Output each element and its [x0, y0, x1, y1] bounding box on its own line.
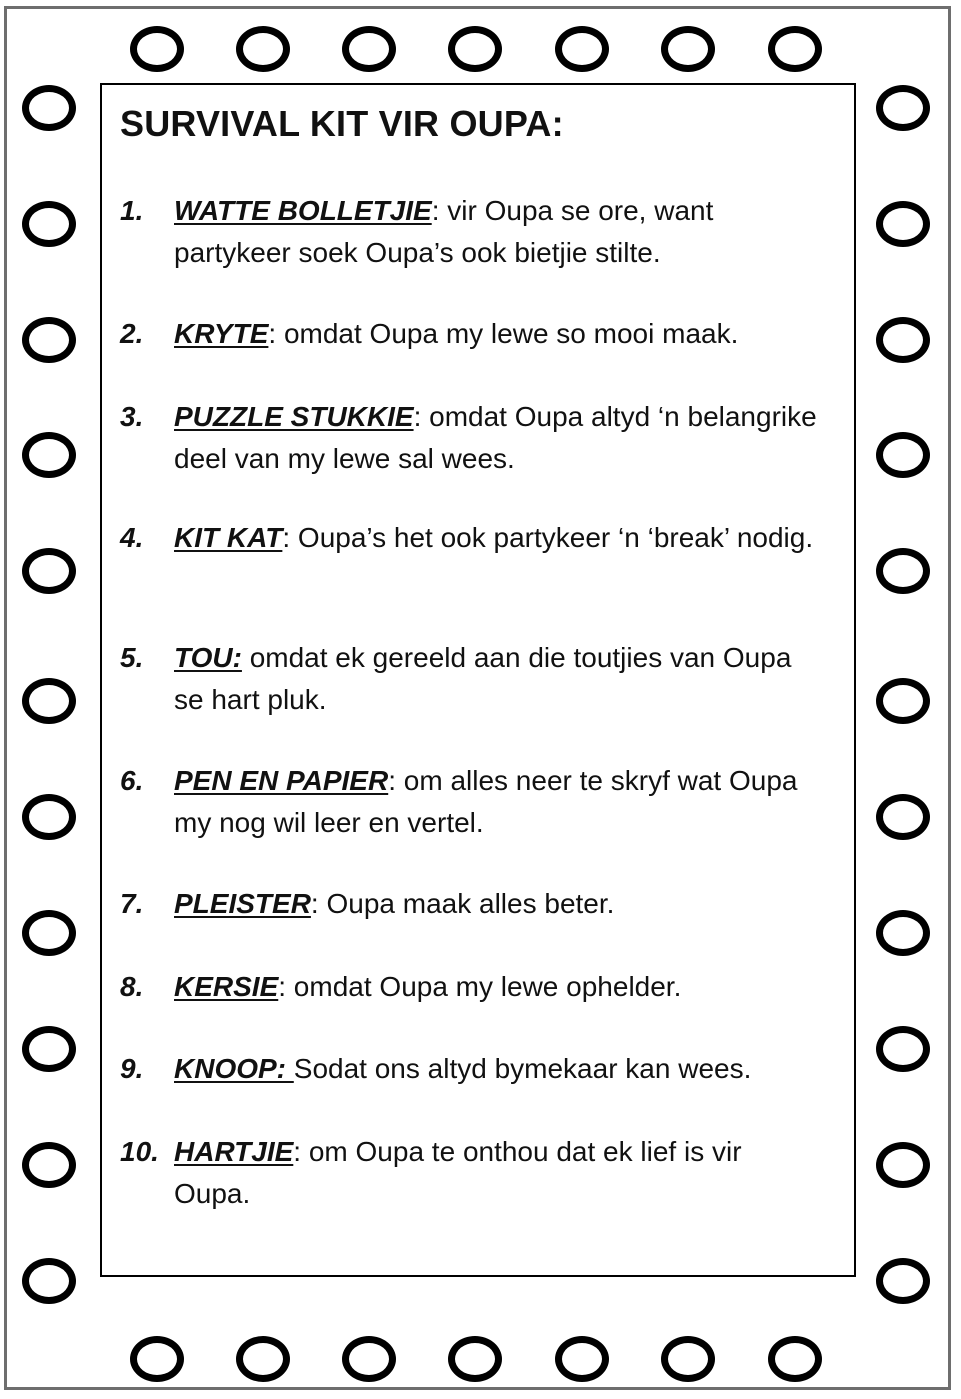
item-number: 7.	[120, 888, 144, 919]
border-ring	[130, 26, 184, 72]
border-ring	[876, 1026, 930, 1072]
item-keyword: PLEISTER	[174, 888, 311, 919]
border-ring	[876, 548, 930, 594]
list-item	[120, 517, 820, 559]
border-ring	[555, 1336, 609, 1382]
border-ring	[555, 26, 609, 72]
item-number: 5.	[120, 642, 144, 673]
item-number: 1.	[120, 195, 144, 226]
item-text: : omdat Oupa my lewe ophelder.	[278, 971, 682, 1002]
border-ring	[876, 678, 930, 724]
item-text: : vir Oupa se ore, want partykeer soek Oupa’s ook bietjie stilte.	[174, 195, 714, 268]
border-ring	[876, 910, 930, 956]
border-ring	[22, 1142, 76, 1188]
border-ring	[22, 910, 76, 956]
list-item	[120, 637, 820, 721]
border-ring	[22, 1258, 76, 1304]
item-keyword: PEN EN PAPIER	[174, 765, 389, 796]
list-item	[120, 396, 820, 480]
border-ring	[236, 26, 290, 72]
list-item	[120, 1131, 820, 1215]
item-keyword: KIT KAT	[174, 522, 283, 553]
item-number: 4.	[120, 522, 144, 553]
item-keyword: PUZZLE STUKKIE	[174, 401, 414, 432]
item-keyword: WATTE BOLLETJIE	[174, 195, 432, 226]
border-ring	[876, 201, 930, 247]
border-ring	[22, 317, 76, 363]
border-ring	[22, 432, 76, 478]
border-ring	[661, 26, 715, 72]
border-ring	[22, 201, 76, 247]
page-title: SURVIVAL KIT VIR OUPA:	[120, 103, 564, 144]
border-ring	[876, 317, 930, 363]
item-number: 3.	[120, 401, 144, 432]
item-number: 9.	[120, 1053, 144, 1084]
border-ring	[876, 432, 930, 478]
list-item	[120, 313, 820, 355]
item-number: 6.	[120, 765, 144, 796]
border-ring	[22, 1026, 76, 1072]
list-item	[120, 1048, 820, 1090]
border-ring	[22, 548, 76, 594]
item-text: Sodat ons altyd bymekaar kan wees.	[293, 1053, 752, 1084]
border-ring	[876, 794, 930, 840]
list-item	[120, 190, 820, 274]
item-number: 2.	[120, 318, 144, 349]
item-text: : Oupa maak alles beter.	[310, 888, 615, 919]
border-ring	[22, 794, 76, 840]
border-ring	[342, 1336, 396, 1382]
item-keyword: KNOOP:	[174, 1053, 294, 1084]
item-keyword: TOU:	[174, 642, 242, 673]
item-text: omdat ek gereeld aan die toutjies van Oupa se hart pluk.	[174, 642, 792, 715]
border-ring	[448, 26, 502, 72]
item-keyword: KERSIE	[174, 971, 279, 1002]
border-ring	[448, 1336, 502, 1382]
item-keyword: HARTJIE	[174, 1136, 294, 1167]
item-text: : omdat Oupa my lewe so mooi maak.	[268, 318, 739, 349]
border-ring	[130, 1336, 184, 1382]
border-ring	[768, 26, 822, 72]
border-ring	[342, 26, 396, 72]
item-text: : omdat Oupa altyd ‘n belangrike deel van my lewe sal wees.	[174, 401, 817, 474]
list-item	[120, 883, 820, 925]
border-ring	[661, 1336, 715, 1382]
list-item	[120, 966, 820, 1008]
item-keyword: KRYTE	[174, 318, 269, 349]
border-ring	[876, 1142, 930, 1188]
border-ring	[22, 85, 76, 131]
item-text: : om Oupa te onthou dat ek lief is vir Oupa.	[174, 1136, 742, 1209]
border-ring	[876, 1258, 930, 1304]
item-number: 8.	[120, 971, 144, 1002]
item-number: 10.	[120, 1136, 159, 1167]
border-ring	[22, 678, 76, 724]
list-item	[120, 760, 820, 844]
item-text: : om alles neer te skryf wat Oupa my nog wil leer en vertel.	[174, 765, 798, 838]
border-ring	[768, 1336, 822, 1382]
item-text: : Oupa’s het ook partykeer ‘n ‘break’ nodig.	[282, 522, 814, 553]
border-ring	[236, 1336, 290, 1382]
border-ring	[876, 85, 930, 131]
